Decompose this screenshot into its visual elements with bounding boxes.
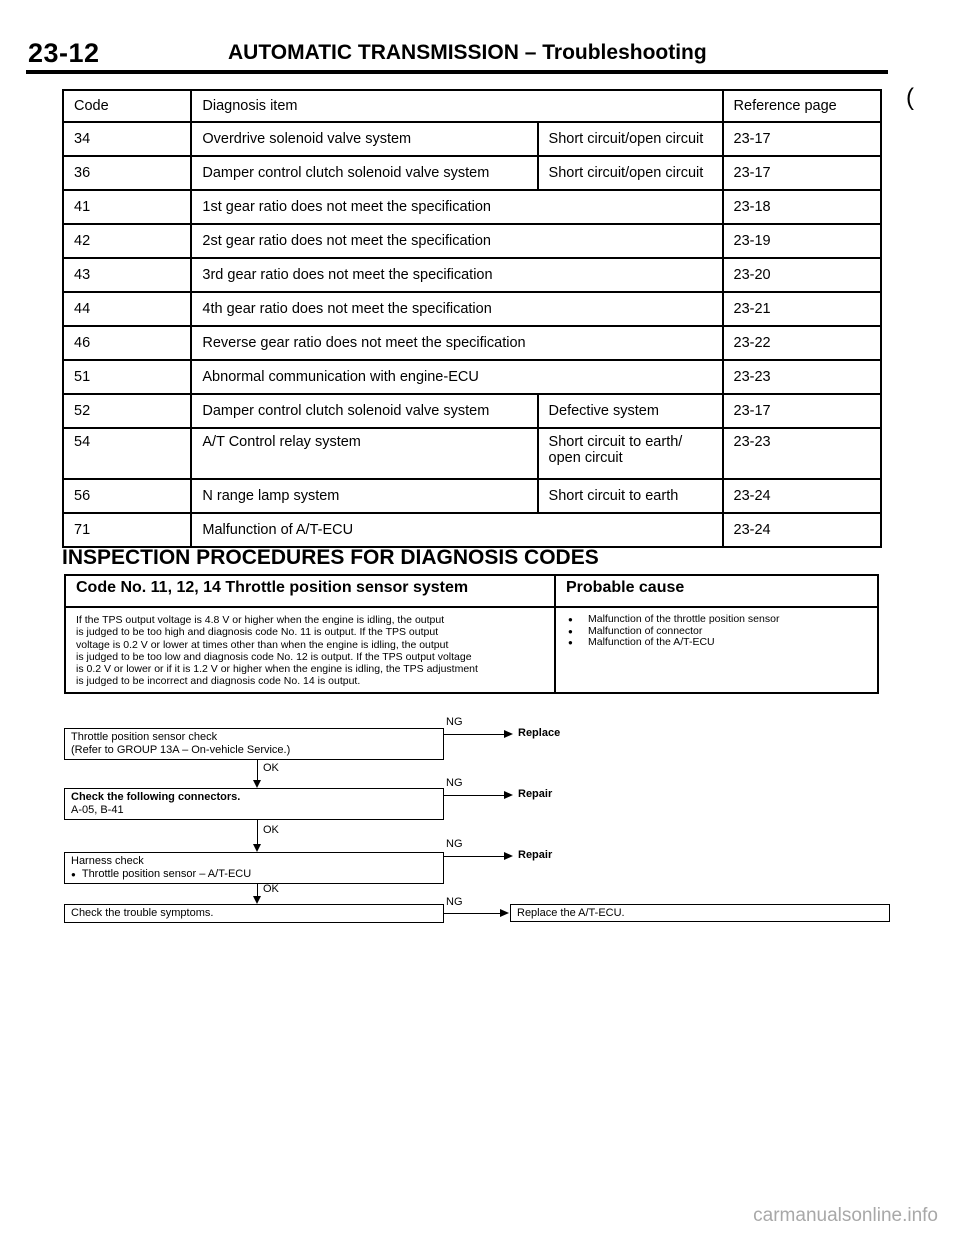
procedure-title: Code No. 11, 12, 14 Throttle position sensor system xyxy=(65,575,555,607)
detail-cell xyxy=(538,428,723,479)
flow-step-trouble-symptoms xyxy=(64,904,444,923)
diagnosis-code-table xyxy=(62,89,882,548)
ref-cell: 23-24 xyxy=(723,513,881,547)
code-cell: 71 xyxy=(63,513,191,547)
code-cell: 52 xyxy=(63,394,191,428)
item-cell: 1st gear ratio does not meet the specification xyxy=(191,190,722,224)
ref-cell: 23-18 xyxy=(723,190,881,224)
description-line: is judged to be too high and diagnosis code No. 11 is output. If the TPS output xyxy=(76,626,439,639)
code-cell: 51 xyxy=(63,360,191,394)
item-cell: Damper control clutch solenoid valve system xyxy=(191,156,537,190)
cause-item: ● Malfunction of the throttle position sensor xyxy=(566,614,867,626)
ng-connector xyxy=(444,913,500,914)
ref-cell: 23-17 xyxy=(723,156,881,190)
header-rule xyxy=(26,70,888,74)
corner-mark: ( xyxy=(906,84,914,111)
code-cell: 46 xyxy=(63,326,191,360)
probable-cause-list xyxy=(555,607,878,693)
flow-step-line: Check the trouble symptoms. xyxy=(71,907,214,919)
flow-step-line: (Refer to GROUP 13A – On-vehicle Service.) xyxy=(71,744,291,756)
flow-step-sensor-check xyxy=(64,728,444,760)
ref-cell: 23-21 xyxy=(723,292,881,326)
description-line: is judged to be too low and diagnosis code No. 12 is output. If the TPS output voltage xyxy=(76,650,472,663)
arrow-right-icon xyxy=(500,909,509,917)
probable-cause-header: Probable cause xyxy=(555,575,878,607)
result-repair: Repair xyxy=(518,788,553,800)
page-number: 23-12 xyxy=(28,38,100,68)
procedure-table xyxy=(64,574,879,694)
description-line: is 0.2 V or lower or if it is 1.2 V or higher when the engine is idling, the TPS adjustment xyxy=(76,663,478,676)
arrow-down-icon xyxy=(253,844,261,852)
ng-connector xyxy=(444,734,504,735)
ng-label: NG xyxy=(446,838,463,850)
code-cell: 56 xyxy=(63,479,191,513)
flow-step-line: Harness check xyxy=(71,855,144,867)
item-cell: A/T Control relay system xyxy=(191,428,537,479)
flow-step-line: Throttle position sensor check xyxy=(71,731,218,743)
ref-cell: 23-17 xyxy=(723,394,881,428)
item-cell: Malfunction of A/T-ECU xyxy=(191,513,722,547)
item-cell: 3rd gear ratio does not meet the specification xyxy=(191,258,722,292)
cause-item: ● Malfunction of the A/T-ECU xyxy=(566,637,867,649)
table-row xyxy=(63,360,881,394)
watermark: carmanualsonline.info xyxy=(753,1205,938,1226)
flow-step-connector-check xyxy=(64,788,444,820)
ref-cell: 23-22 xyxy=(723,326,881,360)
detail-cell: Short circuit/open circuit xyxy=(538,156,723,190)
item-cell: Damper control clutch solenoid valve system xyxy=(191,394,537,428)
ref-cell: 23-24 xyxy=(723,479,881,513)
ng-label: NG xyxy=(446,716,463,728)
item-cell: Overdrive solenoid valve system xyxy=(191,122,537,156)
ng-label: NG xyxy=(446,896,463,908)
code-cell: 43 xyxy=(63,258,191,292)
ref-cell: 23-19 xyxy=(723,224,881,258)
table-row xyxy=(63,190,881,224)
ref-cell: 23-17 xyxy=(723,122,881,156)
ok-label: OK xyxy=(263,762,279,774)
ok-label: OK xyxy=(263,824,279,836)
arrow-right-icon xyxy=(504,791,513,799)
detail-cell: Defective system xyxy=(538,394,723,428)
table-header-row xyxy=(63,90,881,122)
code-cell: 54 xyxy=(63,428,191,479)
code-cell: 42 xyxy=(63,224,191,258)
result-replace: Replace xyxy=(518,727,561,739)
arrow-down-icon xyxy=(253,780,261,788)
flow-step-harness-check xyxy=(64,852,444,884)
flow-step-line: Check the following connectors. xyxy=(71,791,241,803)
table-row xyxy=(63,428,881,479)
flow-step-text: Throttle position sensor – A/T-ECU xyxy=(81,868,252,880)
section-heading: INSPECTION PROCEDURES FOR DIAGNOSIS CODES xyxy=(62,546,599,569)
code-cell: 41 xyxy=(63,190,191,224)
header-code: Code xyxy=(63,90,191,122)
flow-step-line: A-05, B-41 xyxy=(71,804,124,816)
result-repair: Repair xyxy=(518,849,553,861)
table-row xyxy=(63,326,881,360)
arrow-right-icon xyxy=(504,730,513,738)
table-row xyxy=(63,122,881,156)
procedure-description xyxy=(65,607,555,693)
arrow-down-icon xyxy=(253,896,261,904)
description-line: voltage is 0.2 V or lower at times other than when the engine is idling, the output xyxy=(76,638,449,651)
detail-line: open circuit xyxy=(548,450,623,466)
description-line: is judged to be incorrect and diagnosis code No. 14 is output. xyxy=(76,675,361,688)
item-cell: 4th gear ratio does not meet the specification xyxy=(191,292,722,326)
description-line: If the TPS output voltage is 4.8 V or higher when the engine is idling, the output xyxy=(76,614,445,626)
table-row xyxy=(63,479,881,513)
detail-line: Short circuit to earth/ xyxy=(548,434,683,450)
cause-item: ● Malfunction of connector xyxy=(566,626,867,638)
table-row xyxy=(63,258,881,292)
page-title: AUTOMATIC TRANSMISSION – Troubleshooting xyxy=(228,41,707,64)
ref-cell: 23-23 xyxy=(723,428,881,479)
item-cell: N range lamp system xyxy=(191,479,537,513)
header-diagnosis-item: Diagnosis item xyxy=(191,90,722,122)
ok-connector xyxy=(257,820,258,846)
ng-label: NG xyxy=(446,777,463,789)
table-row xyxy=(63,224,881,258)
ref-cell: 23-23 xyxy=(723,360,881,394)
bullet-icon: ● xyxy=(71,870,76,879)
detail-cell: Short circuit/open circuit xyxy=(538,122,723,156)
detail-cell: Short circuit to earth xyxy=(538,479,723,513)
arrow-right-icon xyxy=(504,852,513,860)
code-cell: 36 xyxy=(63,156,191,190)
ok-label: OK xyxy=(263,883,279,895)
table-row xyxy=(63,292,881,326)
table-row xyxy=(63,156,881,190)
ng-connector xyxy=(444,795,504,796)
result-replace-ecu: Replace the A/T-ECU. xyxy=(510,904,890,922)
code-cell: 34 xyxy=(63,122,191,156)
code-cell: 44 xyxy=(63,292,191,326)
ok-connector xyxy=(257,760,258,782)
table-row xyxy=(63,513,881,547)
item-cell: Abnormal communication with engine-ECU xyxy=(191,360,722,394)
header-reference-page: Reference page xyxy=(723,90,881,122)
flow-step-line xyxy=(71,868,437,881)
table-row xyxy=(63,394,881,428)
ng-connector xyxy=(444,856,504,857)
item-cell: Reverse gear ratio does not meet the specification xyxy=(191,326,722,360)
ref-cell: 23-20 xyxy=(723,258,881,292)
item-cell: 2st gear ratio does not meet the specification xyxy=(191,224,722,258)
